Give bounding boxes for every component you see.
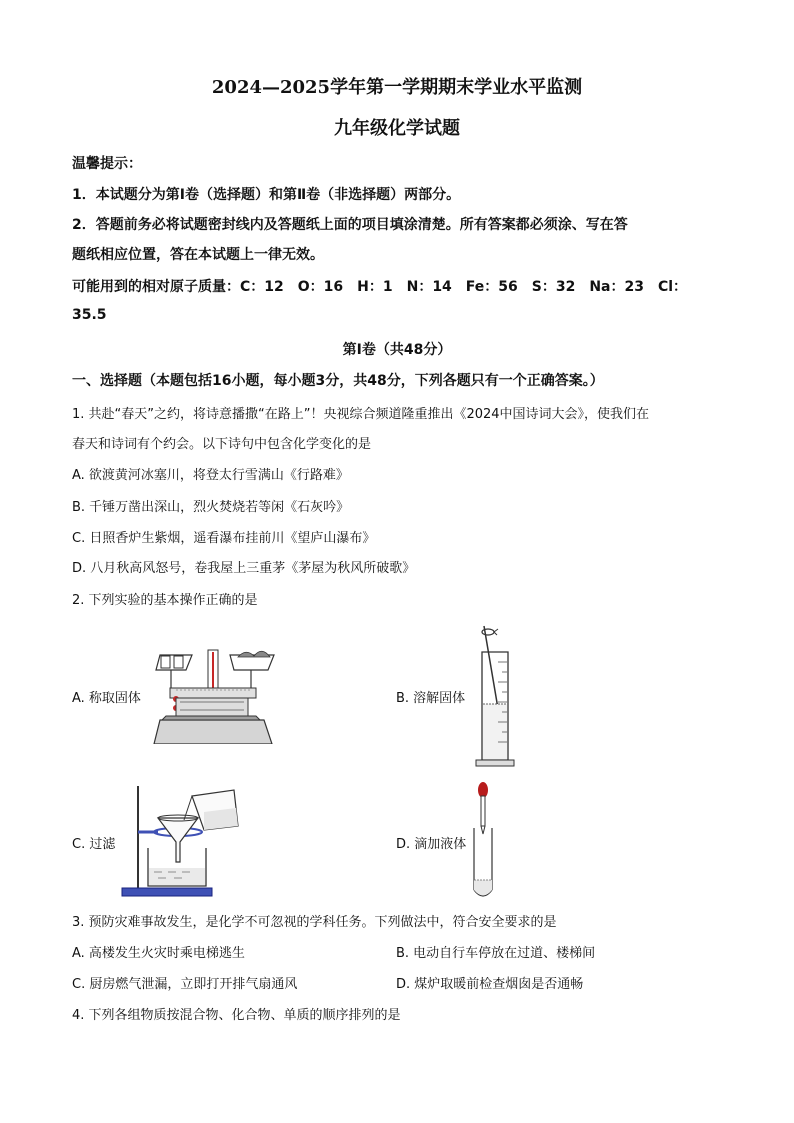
rotation-arrow-icon <box>482 629 494 635</box>
funnel <box>158 818 198 862</box>
iron-stand-base <box>122 888 212 896</box>
q2-option-b: B. 溶解固体 <box>396 691 466 706</box>
weight-icon <box>161 656 170 668</box>
cylinder-figure <box>468 622 518 768</box>
exam-title: 2024—2025学年第一学期期末学业水平监测 <box>211 77 583 98</box>
dropper-tube <box>481 796 485 826</box>
cylinder-base <box>476 760 514 766</box>
tips-item-2-line-1: 2．答题前务必将试题密封线内及答题纸上面的项目填涂清楚。所有答案都必须涂、写在答 <box>72 217 628 233</box>
balance-base <box>154 720 272 744</box>
q1-option-b: B. 千锤万凿出深山，烈火焚烧若等闲《石灰吟》 <box>72 500 350 515</box>
q1-stem-line-1: 1. 共赴“春天”之约，将诗意播撒“在路上”！央视综合频道隆重推出《2024中国诗词大会》，使我们在 <box>72 407 650 422</box>
q3-option-d: D. 煤炉取暖前检查烟囱是否通畅 <box>396 977 584 992</box>
q1-option-d: D. 八月秋高风怒号，卷我屋上三重茅《茅屋为秋风所破歌》 <box>72 561 416 576</box>
weight-icon <box>174 656 183 668</box>
q1-option-a: A. 欲渡黄河冰塞川，将登太行雪满山《行路难》 <box>72 468 349 483</box>
section-instructions: 一、选择题（本题包括16小题，每小题3分，共48分，下列各题只有一个正确答案。） <box>72 373 604 389</box>
q2-option-d: D. 滴加液体 <box>396 837 467 852</box>
q1-stem-line-2: 春天和诗词有个约会。以下诗句中包含化学变化的是 <box>72 437 372 452</box>
atomic-mass-line-1: 可能用到的相对原子质量：C：12 O：16 H：1 N：14 Fe：56 S：32 Na：23 Cl： <box>72 279 688 295</box>
tips-heading: 温馨提示： <box>72 156 142 172</box>
q4-stem: 4. 下列各组物质按混合物、化合物、单质的顺序排列的是 <box>72 1008 401 1023</box>
q3-option-c: C. 厨房燃气泄漏，立即打开排气扇通风 <box>72 977 298 992</box>
q3-stem: 3. 预防灾难事故发生，是化学不可忽视的学科任务。下列做法中，符合安全要求的是 <box>72 915 557 930</box>
q1-option-c: C. 日照香炉生紫烟，遥看瀑布挂前川《望庐山瀑布》 <box>72 531 376 546</box>
atomic-mass-line-2: 35.5 <box>72 307 107 323</box>
filtration-figure <box>118 782 246 900</box>
exam-subtitle: 九年级化学试题 <box>334 118 460 139</box>
section-title: 第Ⅰ卷（共48分） <box>342 342 452 358</box>
tips-item-1: 1．本试题分为第Ⅰ卷（选择题）和第Ⅱ卷（非选择题）两部分。 <box>72 187 461 203</box>
tips-item-2-line-2: 题纸相应位置，答在本试题上一律无效。 <box>72 247 324 263</box>
balance-figure <box>146 640 278 744</box>
q3-option-a: A. 高楼发生火灾时乘电梯逃生 <box>72 946 245 961</box>
q2-option-a: A. 称取固体 <box>72 691 141 706</box>
solid-sample-icon <box>238 651 270 657</box>
q2-option-c: C. 过滤 <box>72 837 116 852</box>
dropper-figure <box>470 780 500 902</box>
q2-stem: 2. 下列实验的基本操作正确的是 <box>72 593 258 608</box>
balance-beam <box>170 688 256 698</box>
q3-option-b: B. 电动自行车停放在过道、楼梯间 <box>396 946 596 961</box>
